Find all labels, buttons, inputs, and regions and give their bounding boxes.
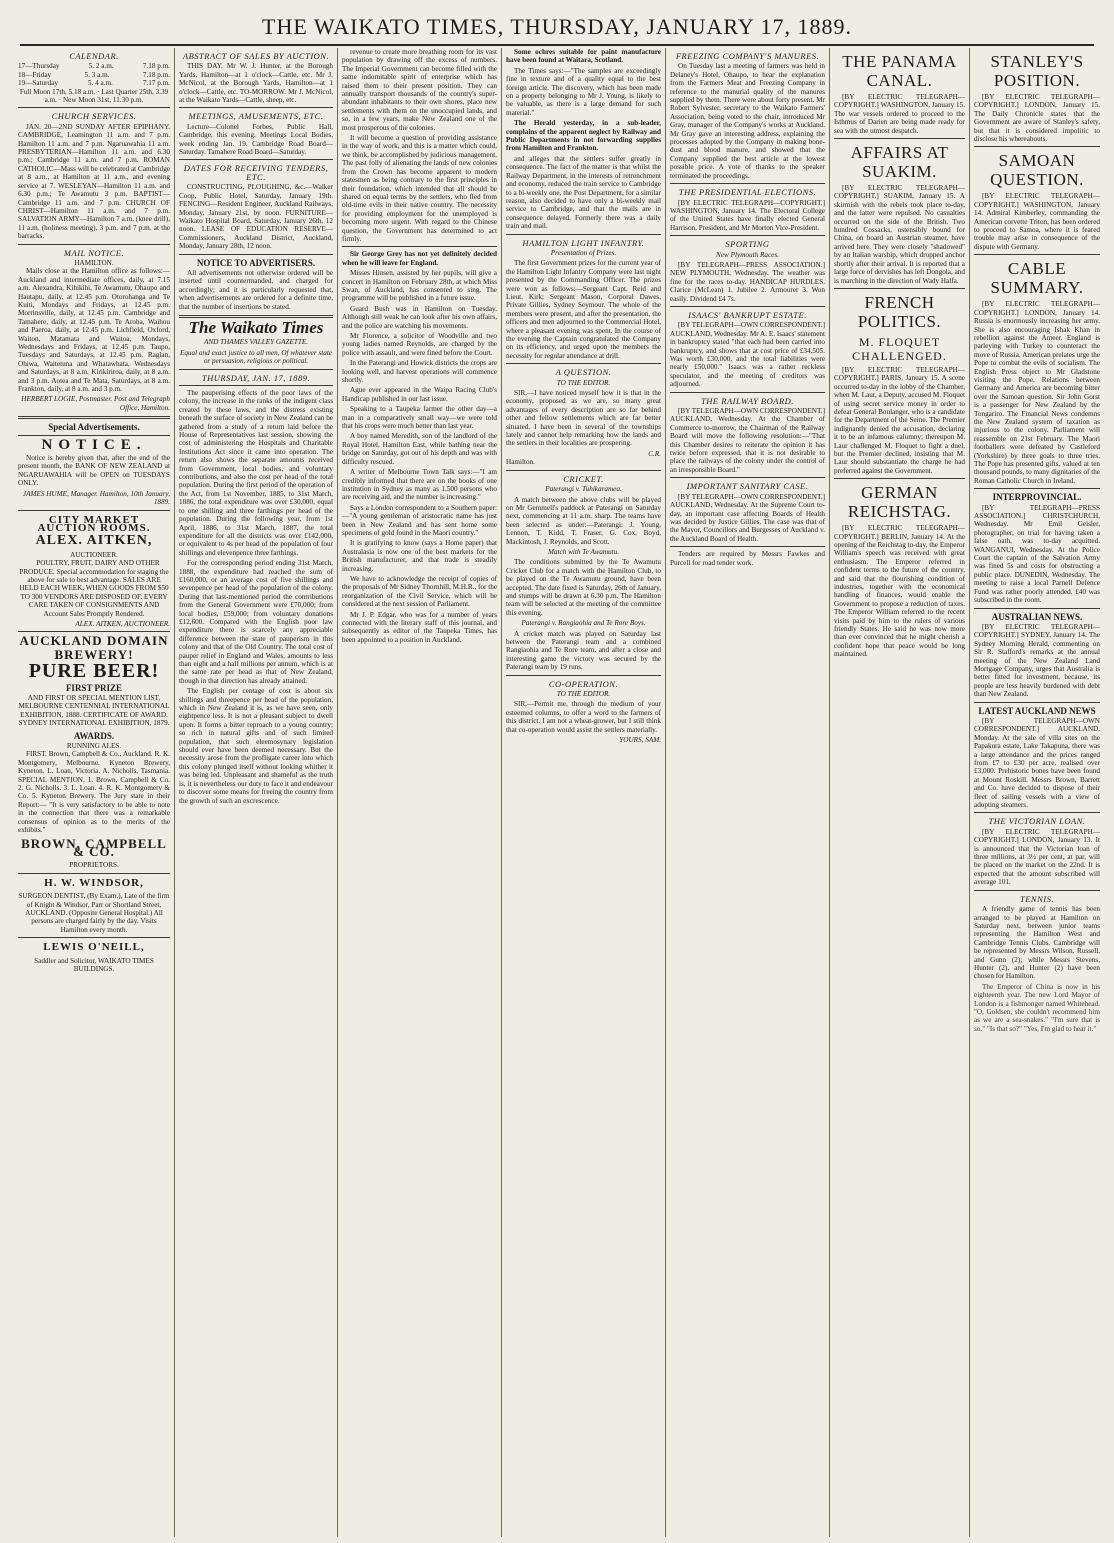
isaacs-text: [BY TELEGRAPH—OWN CORRESPONDENT.] AUCKLAND, Wednesday. Mr A. E. Isaacs' statement in bankruptcy stated "that each had been carried into bankruptcy, and shows that at cost price of £34,505. Was worth £30,000, and the total liabilities were nearly £50,000." Isaacs was a rather reckless speculator, and the meeting of creditors was adjourned. <box>670 321 826 389</box>
special-ads-heading: Special Advertisements. <box>48 422 140 433</box>
news-item: A writer of Melbourne Town Talk says:—"I am credibly informed that there are on the books of one institution in Sydney as many as 1,500 persons who are receiving aid, and the number is increasing." <box>342 468 497 502</box>
divider <box>834 138 965 139</box>
news-item: We have to acknowledge the receipt of copies of the proposals of Mr Sidney Thornhill, M.H.R., for the reorganization of the Civil Service, which will be considered at the next session of Parliament. <box>342 574 497 609</box>
calendar-sets: 7.18 p.m. <box>142 70 170 79</box>
light-infantry-heading: HAMILTON LIGHT INFANTRY. <box>522 237 645 248</box>
divider <box>18 873 170 874</box>
interprovincial-heading: INTERPROVINCIAL. <box>992 492 1082 503</box>
suakim-text: [BY ELECTRIC TELEGRAPH—COPYRIGHT.] SUAKIM, January 15. A skirmish with the rebels took place to-day, and the latter were repulsed. No casualties occurred on the side of the British. Two hundred Cossacks, ostensibly bound for China, on board an Austrian steamer, have arrived here. They were closely "shadowed" by an Italian warship, which dropped anchor shortly after their arrival. It is reported that a large force of dervishes has left Dongola, and is marching in the direction of Wady Halfa. <box>834 184 965 285</box>
cable-text: [BY ELECTRIC TELEGRAPH—COPYRIGHT.] LONDON, January 14. Russia is enormously increasing her army. She is also encouraging Ishak Khan in rebellion against the Ameer. England is parleying with Turkey to counteract the move of Russia. American prelates urge the Pope to combat the evils of socialism. The English Press object to Mr Gladstone visiting the Pope. Relations between Germany and America are becoming bitter over the Samoan question. Sir John Gorst is a passenger for New Zealand by the Tongariro. The Financial News condemns the New Zealand system of taxation as injurious to the colony. Parliament will reassemble on 21st February. The Maori footballers were defeated by Castleford (Yorkshire) by three goals to three tries. The Pope has presented gifts, valued at ten thousand pounds, to many dignitaries of the Roman Catholic Church in Ireland. <box>974 300 1100 485</box>
divider <box>179 159 333 160</box>
column-2 <box>174 48 337 1537</box>
divider <box>974 608 1100 609</box>
calendar-phases: Full Moon 17th, 5.18 a.m. · Last Quarter 25th, 3.39 a.m. · New Moon 31st, 11.30 p.m. <box>19 87 169 105</box>
mail-heading: MAIL NOTICE. <box>63 247 125 258</box>
prize-heading: FIRST PRIZE <box>65 682 123 693</box>
editorial-continuation: revenue to create more breathing room for its vast population by drawing off the excess of numbers. The Imperial Government can become filled with the same indomitable spirit of enterprise which has raised them to their present position. They can annually transport thousands of the country's super-abundant inhabitants to their own shores, place new settlements with them on the unoccupied lands, and so, in a few years, make New Zealand one of the most prosperous of the colonies. <box>342 48 497 132</box>
german-heading: GERMAN REICHSTAG. <box>847 483 952 522</box>
cricket-subheading: Match with Te Awamutu. <box>547 547 620 556</box>
letter-text: SIR,—I have noticed myself how it is that in the economy, proposed as we are, so many great advantages of every description are so far behind other and fellow settlements which are far better situated. I have been in several of the townships lately and cannot help remarking how the lands and the settlers in their localities are prospering. <box>506 389 661 448</box>
windsor-heading: H. W. WINDSOR, <box>44 876 144 889</box>
news-item-title: Some ochres suitable for paint manufacture have been found at Waitara, Scotland. <box>506 48 661 65</box>
calendar-sets: 7.18 p.m. <box>142 62 170 71</box>
meetings-heading: MEETINGS, AMUSEMENTS, ETC. <box>188 111 324 122</box>
news-item: A boy named Meredith, son of the landlord of the Royal Hotel, Hamilton East, while bathing near the bridge on Saturday, got out of his depth and was with difficulty rescued. <box>342 432 497 466</box>
editorial-continuation: It will become a question of providing assistance in the way of work, and this is a matter which could, we think, be accomplished by judicious management. The past folly of alienating the lands of new colonies from the Crown has become apparent to modern statesmen as being contrary to the first principles in their foundation, which intended that all should be shared on equal terms by the settlers, who fled from old-time evils in their native country. The necessity for providing employment for the unemployed is becoming more urgent. With regard to the Chinese question, the Government has determined to act firmly. <box>342 134 497 243</box>
misc-text: The Emperor of China is now in his eighteenth year. The new Lord Mayor of London is a fishmonger named Whitehead. "O, Goldsen, she couldn't recommend him as we are a sea-snakes." "I'm sure that is so." "Is that so?" "Yes, I'm glad to hear it." <box>974 982 1100 1033</box>
calendar-row <box>18 62 170 70</box>
news-item-title: The Herald yesterday, in a sub-leader, complains of the apparent neglect by Railway and Public Departments in not forwarding supplies from Hamilton and Frankton. <box>506 119 661 153</box>
cooperation-text: SIR,—Permit me, through the medium of your esteemed columns, to offer a word to the farmers of this district. I am not a wheat-grower, but I still think that co-operation would assist the settlers materially. <box>506 700 661 734</box>
calendar-table <box>18 62 170 87</box>
light-infantry-subheading: Presentation of Prizes. <box>550 248 617 257</box>
pure-beer-heading: PURE BEER! <box>28 660 160 683</box>
divider <box>670 235 825 236</box>
calendar-day: 17—Thursday <box>18 62 60 71</box>
divider <box>974 890 1100 891</box>
news-item: Guard Bush was in Hamilton on Tuesday. Although still weak he can look after his own affairs, and the police are watching his movements. <box>342 304 497 330</box>
australian-heading: AUSTRALIAN NEWS. <box>991 611 1083 622</box>
browns-heading: BROWN, CAMPBELL & CO. <box>21 835 167 859</box>
editorial-paragraph: For the corresponding period ending 31st March, 1888, the expenditure had reached the sum of £160,000, or an average cost of five shillings and sevenpence per head of the population of the colony. During that last-mentioned period the contributions from the General Government were £70,000; from local bodies, £59,000; from voluntary donations £12,600. Compared with the English poor law expenditure there is scarcely any appreciable difference between the state of pauperism in this colony and that of the Old Country. The total cost of pauper relief in England and Wales, amounts to less than eight and a half millions per annum, which is at the same rate per head as that of New Zealand, though in that direction has already attained. <box>179 559 333 685</box>
floquet-heading: M. FLOQUET CHALLENGED. <box>852 334 947 363</box>
cricket-subheading: Paterangi v. Tuhikaramea. <box>545 485 622 494</box>
notice-text: Notice is hereby given that, after the end of the present month, the BANK OF NEW ZEALAND at NGARUAWAHIA will be OPEN on TUESDAYS ONLY. <box>18 454 170 488</box>
tennis-heading: TENNIS. <box>1020 893 1054 904</box>
letter-place: Hamilton. <box>506 458 535 467</box>
tennis-text: A friendly game of tennis has been arranged to be played at Hamilton on Saturday next, between junior teams representing the Hamilton West and Cambridge Tennis Clubs. Cambridge will be represented by Messrs Wilson, Russell, and Gunn (2); while Messrs Stevens, Hunter (2), and Hunter (2) have been chosen for Hamilton. <box>974 905 1100 981</box>
railway-heading: THE RAILWAY BOARD. <box>701 395 794 406</box>
cricket-text: A cricket match was played on Saturday last between the Paterangi team and a combined Rangiaohia and Te Rore team, and after a close and interesting game the victory was secured by the Paterangi team by 19 runs. <box>506 629 661 672</box>
divider <box>670 306 825 307</box>
paper-nameplate: The Waikato Times <box>188 317 324 337</box>
latest-auckland-heading: LATEST AUCKLAND NEWS <box>978 705 1096 716</box>
masthead-title: THE WAIKATO TIMES, THURSDAY, JANUARY 17, 1889. <box>262 14 852 39</box>
cricket-subheading: Paterangi v. Rangiaohia and Te Rore Boys. <box>521 619 646 628</box>
abstract-heading: ABSTRACT OF SALES BY AUCTION. <box>182 51 330 61</box>
divider <box>179 254 333 255</box>
meetings-text: Lecture—Colonel Forbes, Public Hall, Cambridge, this evening. Meetings Local Bodies, week ending Jan. 19. Cambridge Road Board—Saturday. Tamahere Road Board—Saturday. <box>179 122 333 157</box>
domain-heading: AUCKLAND DOMAIN <box>19 633 169 649</box>
auction-text: POULTRY, FRUIT, DAIRY AND OTHER PRODUCE. Special accommodation for staging the above for sale to best advantage. SALES ARE HELD EACH WEEK, WHEN GOODS FROM $50 TO 300 VENDORS ARE DISPOSED OF. EVERY CARE TAKEN OF CONSIGNMENTS AND Account Sales Promptly Rendered. <box>19 559 169 618</box>
divider <box>670 546 825 547</box>
divider <box>179 107 333 108</box>
auctioneer-name: ALEX. AITKEN, <box>35 533 153 549</box>
news-item: Ague ever appeared in the Waipa Racing Club's Handicap published in our last issue. <box>342 386 497 403</box>
divider <box>18 107 170 108</box>
divider <box>974 254 1100 255</box>
samoan-heading: SAMOAN QUESTION. <box>990 151 1084 190</box>
divider <box>974 488 1100 489</box>
isaacs-heading: ISAACS' BANKRUPT ESTATE. <box>688 309 807 320</box>
letter-heading: A QUESTION. <box>555 367 612 378</box>
prize-text: AND FIRST OR SPECIAL MENTION LIST, MELBOURNE CENTENNIAL INTERNATIONAL EXHIBITION, 1888. CERTIFICATE OF AWARD. SYDNEY INTERNATIONAL EXHIBITION, 1879. <box>18 694 170 728</box>
panama-text: [BY ELECTRIC TELEGRAPH—COPYRIGHT.] WASHINGTON, January 15. The war vessels ordered to proceed to the Isthmus of Darien are being made ready for sea with the utmost despatch. <box>834 93 965 135</box>
divider <box>18 244 170 245</box>
news-item: The Times says:—"The samples are exceedingly fine in texture and of a quality equal to the best foreign article. The discovery, which has been made on a property belonging to Mr J. Young, is likely to be valuable, as there is a large demand for such material." <box>506 66 661 117</box>
stanley-text: [BY ELECTRIC TELEGRAPH—COPYRIGHT.] LONDON, January 15. The Daily Chronicle states that the Government are aware of Stanley's safety, but that it is considered impolitic to disclose his whereabouts. <box>974 93 1100 144</box>
news-item: Says a London correspondent to a Southern paper:—"A young gentleman of aristocratic name has just been in New Zealand and has sent home some specimens of gold found in the Maori country." <box>342 503 497 537</box>
column-4 <box>501 48 665 1537</box>
divider <box>834 288 965 289</box>
divider <box>670 183 825 184</box>
paper-subtitle: AND THAMES VALLEY GAZETTE. <box>203 338 309 347</box>
column-5 <box>665 48 829 1537</box>
auction-signature: ALEX. AITKEN, AUCTIONEER. <box>75 619 170 628</box>
calendar-rises: 5. 4 a.m. <box>87 79 113 88</box>
mail-place: HAMILTON. <box>74 258 114 267</box>
divider <box>974 146 1100 147</box>
french-heading: FRENCH POLITICS. <box>857 292 942 331</box>
stanley-heading: STANLEY'S POSITION. <box>990 52 1084 90</box>
news-item: Sir George Grey has not yet definitely decided when he will leave for England. <box>342 250 497 267</box>
freezing-heading: FREEZING COMPANY'S MANURES. <box>675 51 820 61</box>
letter-to-editor: TO THE EDITOR. <box>556 378 611 387</box>
sanitary-heading: IMPORTANT SANITARY CASE. <box>686 481 809 492</box>
samoan-text: [BY ELECTRIC TELEGRAPH—COPYRIGHT.] WASHINGTON, January 14. Admiral Kimberley, commanding the American corvette Triton, has been ordered to proceed to Samoa, where it is feared trouble may arise in consequence of the dispute with Germany. <box>974 192 1100 251</box>
divider <box>506 234 661 235</box>
divider <box>670 477 825 478</box>
editorial-paragraph: The English per centage of cost is about six shillings and threepence per head of the population, which in New Zealand it is, as we have seen, only eightpence less. It is not a pleasant subject to dwell upon. It forms a bitter reproach to a young country; so rich in natural gifts and of such limited population, that such eleemosynary legislation should ever have been deemed necessary. But the necessity arose from the profligate career into which this colony plunged itself without looking whither it was being led. Unpleasant and shameful as the truth is, it is nevertheless our duty to face it and endeavour to discover some means for freeing the country from the growth of such an excrescence. <box>179 687 333 805</box>
calendar-day: 18—Friday <box>18 70 52 79</box>
auction-rooms-heading: CITY MARKET AUCTION ROOMS. <box>37 513 151 534</box>
editorial-dateline: THURSDAY, JAN. 17, 1889. <box>201 372 311 383</box>
divider <box>342 246 497 247</box>
cable-heading: CABLE SUMMARY. <box>990 259 1084 298</box>
cooperation-signature: YOURS, SAM. <box>619 736 661 745</box>
tenders-dates-heading: DATES FOR RECEIVING TENDERS, ETC. <box>183 163 329 182</box>
cricket-text: A match between the above clubs will be played on Mr Gemmell's paddock at Paterangi on Saturday next, commencing at 11 a.m. sharp. The teams have been selected as under:—Paterangi: J. Young, Lennon, T. Kidd, T. Fraser, G. Cox, Boyd, Mackintosh, J. Reynolds, and Scott. <box>506 495 661 546</box>
awards-text: FIRST. Brown, Campbell & Co., Auckland. R. K. Montgomery, Melbourne. Kyneton Brewery, Kyneton. L. Loan, Victoria. A. Nicholls, Tasmania. SPECIAL MENTION. 1. Brown, Campbell & Co. 2. G. Nicholls. 3. L. Loan. 4. R. K. Montgomery & Co. 5. Kyneton Brewery. The Jury state in their Report:— "It is very satisfactory to be able to note in the connection that there was a remarkable consensus of opinion as to the merits of the exhibits." <box>18 750 170 835</box>
cricket-heading: CRICKET. <box>563 473 604 484</box>
column-3 <box>337 48 501 1537</box>
railway-text: [BY TELEGRAPH—OWN CORRESPONDENT.] AUCKLAND, Wednesday. At the Chamber of Commerce to-morrow, the Chairman of the Railway Board will move the following resolution:—"That this Chamber desires to reiterate the opinion it has twice before expressed, that it is not desirable to place the railways of the colony under the control of an irresponsible Board." <box>670 407 826 474</box>
oneill-heading: LEWIS O'NEILL, <box>43 941 145 954</box>
calendar-rises: 5. 2 a.m. <box>88 62 114 71</box>
sanitary-text: [BY TELEGRAPH—OWN CORRESPONDENT.] AUCKLAND, Wednesday. At the Supreme Court to-day, an important case affecting Boards of Health was decided by Justice Gillies. The case was that of the Mayor, Councillors and Burgesses of Auckland v. the Auckland Board of Health. <box>670 492 826 543</box>
calendar-day: 19—Saturday <box>18 79 58 88</box>
suakim-heading: AFFAIRS AT SUAKIM. <box>850 143 949 182</box>
news-item: It is gratifying to know (says a Home paper) that Australasia is now one of the best markets for the British manufacturer, and that trade is steadily increasing. <box>342 539 497 573</box>
tenders-text: Tenders are required by Messrs Fawkes and Purcell for road tender work. <box>670 550 825 567</box>
abstract-text: THIS DAY. Mr W. J. Hunter, at the Borough Yards, Hamilton—at 1 o'clock—Cattle, etc. Mr J. McNicol, at the Borough Yards, Hamilton—at 1 o'clock—Cattle, etc. TO-MORROW. Mr J. McNicol, at the Waikato Yards—Cattle, sheep, etc. <box>179 62 333 105</box>
divider <box>974 702 1100 703</box>
divider <box>18 510 170 511</box>
auctioneer-role: AUCTIONEER. <box>70 550 118 559</box>
notice-signature: JAMES HUME, Manager. Hamilton, 10th January, 1889. <box>22 489 170 507</box>
oneill-text: Saddler and Solicitor, WAIKATO TIMES BUILDINGS. <box>34 956 154 973</box>
divider <box>18 435 170 436</box>
news-item: Mr Florence, a solicitor of Woodville and two young ladies named Reynolds, are charged by the police with assault, and were fined before the Court. <box>342 332 497 357</box>
latest-auckland-text: [BY TELEGRAPH—OWN CORRESPONDENT.] AUCKLAND, Monday. At the sale of villa sites on the Papakura estate, Lake Takapuna, there was a large attendance and the prices ranged from £7 to £30 per acre, realised over £3,000. Prehistoric bones have been found at Mount Roskill. Messrs Brown, Barrett and Co. have decided to dispose of their fleet of sailing vessels with a view of adopting steamers. <box>974 716 1100 810</box>
divider <box>179 385 333 386</box>
calendar-row <box>18 79 170 87</box>
news-item: Mr J. P. Edgar, who was for a number of years connected with the literary staff of this journal, and subsequently as editor of the Taupeka Times, has been appointed to a position in Auckland. <box>342 610 497 644</box>
article-columns <box>14 48 1104 1537</box>
browns-role: PROPRIETORS. <box>69 861 119 870</box>
newspaper-masthead <box>20 14 1094 46</box>
victorian-loan-heading: THE VICTORIAN LOAN. <box>988 816 1086 827</box>
calendar-rises: 5. 3 a.m. <box>84 70 110 79</box>
divider <box>506 675 661 676</box>
notice-heading: NOTICE. <box>41 436 147 453</box>
tenders-dates-text: CONSTRUCTING, PLOUGHING, &c.—Walker Coop, Public Hotel, Saturday, January 19th. FENCING—Resident Engineer, Auckland Railways, Monday, January 21st, by noon. FURNITURE—Waikato Hospital Board, Saturday, January 26th, 12 noon. LEASE OF EDUCATION RESERVE—Commissioners, Auckland District, Auckland, Monday, January 28th, 12 noon. <box>179 183 333 251</box>
cooperation-to-editor: TO THE EDITOR. <box>556 690 611 699</box>
divider <box>18 631 170 632</box>
letter-signature: C.R. <box>648 449 661 458</box>
mail-signature: HERBERT LOGIE, Postmaster. Post and Telegraph Office, Hamilton. <box>21 395 170 412</box>
paper-motto: Equal and exact justice to all men, Of whatever state or persuasion, religious or political. <box>179 348 333 366</box>
column-1 <box>14 48 174 1537</box>
sporting-text: [BY TELEGRAPH—PRESS ASSOCIATION.] NEW PLYMOUTH, Wednesday. The weather was fine for the races to-day. HANDICAP HURDLES. Clarice (McLean) 1. Jubilee 2. Armourer 3. Won easily. Dividend £4 7s. <box>670 260 825 303</box>
news-item: and alleges that the settlers suffer greatly in consequence. The fact of the matter is that whilst the Railway Department, in the interests of retrenchment and economy, reduced the train service to Cambridge to a bi-weekly one, the Post Department, for a similar reason, also decided to have only a bi-weekly mail service to Cambridge, and that the mails are in consequence delayed. Formerly there was a daily train and mail. <box>506 154 661 231</box>
divider <box>18 937 170 938</box>
notice-advertisers-text: All advertisements not otherwise ordered will be inserted until countermanded, and charged for accordingly; and it is particularly requested that, when advertisements are ordered for a definite time, that the number of insertions be stated. <box>179 268 333 311</box>
running-ales-heading: RUNNING ALES. <box>66 742 122 751</box>
divider <box>179 369 333 370</box>
calendar-heading: CALENDAR. <box>69 51 119 61</box>
calendar-sets: 7.17 p.m. <box>142 79 170 88</box>
column-7 <box>969 48 1104 1537</box>
french-text: [BY ELECTRIC TELEGRAPH—COPYRIGHT.] PARIS, January 15. A scene occurred to-day in the lobby of the Chamber, when M. Laur, a Deputy, accused M. Floquet of using secret service money in order to defeat General Boulanger, who is a candidate for the Department of the Seine. The Premier indignantly denied the accusation, declaring it to be an infamous calumny; thereupon M. Laur challenged M. Floquet to fight a duel, but the Premier declined, insisting that M. Laur should substantiate the charge he had preferred against the Government. <box>834 365 965 475</box>
windsor-text: SURGEON DENTIST, (By Exam.), Late of the firm of Knight & Windsor, Parr or Shortland Street, AUCKLAND. (Opposite General Hospital.) All persons are charged fairly by the day. Visits Hamilton every month. <box>18 892 170 934</box>
editorial-paragraph: The pauperising effects of the poor laws of the colony, the increase in the ranks of the indigent class created by these laws, and the distress existing beneath the surface of society in New Zealand can be gathered from a study of a return laid before the House of Representatives last session, showing the cost of administering the Hospitals and Charitable Institutions Act since it came into operation. The return also shows the separate amounts received from Government, local bodies, and voluntary contributions, and also the cost per head of the total population. During the first period of the operation of the Act, from 1st November, 1885, to 31st March, 1886, the total expenditure was over £30,000, equal to one shilling and three farthings per head of the population. During the following year, from 1st April, 1886, to 31st March, 1887, the total expenditure for all the districts was over £142,000, or equivalent to 4s per head of the population of four shillings and elevenpence three farthings. <box>179 389 333 557</box>
australian-text: [BY ELECTRIC TELEGRAPH—COPYRIGHT.] SYDNEY, January 14. The Sydney Morning Herald, commenting on Sir R. Stafford's remarks at the annual meeting of the New Zealand Land Mortgage Company, urges that Australia is better fitted for investment, because, its people are less heavily burdened with debt than New Zealand. <box>974 622 1100 699</box>
german-text: [BY ELECTRIC TELEGRAPH—COPYRIGHT.] BERLIN, January 14. At the opening of the Reichstag to-day, the Emperor William's speech was received with great enthusiasm. The Emperor referred in confident terms to the future of the country, and said that the flourishing condition of industries, together with the economical handling of finances, would enable the Government to propose a reduction of taxes. The Emperor William referred to the recent visits paid by him to the rulers of various friendly States. He said he was now more than ever convinced that he might cherish a confident hope that peace would be long maintained. <box>834 524 965 659</box>
brewery-heading: BREWERY! <box>54 646 134 662</box>
victorian-loan-text: [BY ELECTRIC TELEGRAPH—COPYRIGHT.] LONDON, January 13. It is announced that the Victorian loan of three millions, at 3½ per cent, at par, will be placed on the market on the 22nd. It is expected that the amount subscribed will average 101. <box>974 827 1100 887</box>
cooperation-heading: CO-OPERATION. <box>548 678 619 689</box>
interprovincial-text: [BY TELEGRAPH—PRESS ASSOCIATION.] CHRISTCHURCH, Wednesday. Mr Emil Geisler, photographer, on trial for having taken a false oath, was to-day acquitted. WANGANUI, Wednesday. At the Police Court the captain of the Salvation Army was fined 5s and costs for obstructing a public place. DUNEDIN, Wednesday. The meeting to raise a local Parnell Defence Fund was rather poorly attended. £40 was subscribed in the room. <box>974 503 1100 605</box>
calendar-row <box>18 71 170 79</box>
awards-heading: AWARDS. <box>73 730 115 741</box>
light-infantry-text: The first Government prizes for the current year of the Hamilton Light Infantry Company were last night presented by the Commanding Officer. The prizes were won as follows:—Sergeant Capt. Reid and Lieut. Kirk; Sergeant Mason, Corporal Dawes, Private Gillies, Sydney Seymour. The whole of the members were present, and after the presentation, the officers and men adjourned to the Commercial Hotel, where a pleasant evening was spent. In the course of the evening the Captain congratulated the Company on its efficiency, and urged upon the members the necessity for regular attendance at drill. <box>506 259 661 360</box>
church-services-text: JAN. 20—2ND SUNDAY AFTER EPIPHANY. CAMBRIDGE, Leamington 11 a.m. and 7 p.m. Hamilton 11 a.m. and 7 p.m. Ngaruawahia 11 a.m. PRESBYTERIAN—Hamilton 11 a.m. and 6.30 p.m.; Cambridge 11 a.m. and 7 p.m. ROMAN CATHOLIC—Mass will be celebrated at Cambridge at 8 a.m., at Hamilton at 11 a.m., and evening service at 7. WESLEYAN—Hamilton 11 a.m. and 6.30 p.m.; Te Awamutu 3 p.m. BAPTIST—Cambridge 11 a.m. and 7 p.m. CHURCH OF CHRIST—Hamilton 11 a.m. and 7 p.m. SALVATION ARMY—Hamilton 7 a.m. (knee drill), 11 a.m. (holiness meeting), 3 p.m. and 7 p.m. at the barracks. <box>18 122 170 241</box>
sporting-heading: SPORTING <box>725 239 770 250</box>
divider <box>506 470 661 471</box>
church-heading: CHURCH SERVICES. <box>51 111 137 122</box>
divider <box>974 812 1100 813</box>
freezing-text: On Tuesday last a meeting of farmers was held in Delaney's Hotel, Ohaupo, to hear the explanation from the Farmers Meat and Freezing Company in reference to the manurial quality of the manures supplied by them. There were about forty present. Mr Robert Sylvester, secretary to the Waikato Farmers' Association, being voted to the chair, introduced Mr Gray, manager of the Company's works at Auckland. Mr Gray gave an interesting address, explaining the processes adopted by the Company in making bone-dust and blood manure, and showed that the Company supplied the best article at the lowest possible price. A vote of thanks to the speaker terminated the proceedings. <box>670 62 825 180</box>
news-item: In the Paterangi and Howick districts the crops are looking well, and harvest operations will commence shortly. <box>342 359 497 385</box>
news-item: Misses Hinsen, assisted by her pupils, will give a concert in Hamilton on February 28th, at which Miss Swan, of Auckland, has consented to sing. The programme will be published in a future issue. <box>342 269 497 303</box>
pres-text: [BY ELECTRIC TELEGRAPH—COPYRIGHT.] WASHINGTON, January 14. The Electoral College of the United States have finally elected General Harrison, President, and Mr Morton Vice-President. <box>670 198 825 232</box>
divider <box>834 478 965 479</box>
panama-heading: THE PANAMA CANAL. <box>842 52 957 90</box>
notice-advertisers-heading: NOTICE TO ADVERTISERS. <box>196 257 316 268</box>
column-6 <box>829 48 969 1537</box>
cricket-text: The conditions submitted by the Te Awamutu Cricket Club for a match with the Hamilton Club, to be played on the Te Awamutu ground, have been accepted. The date fixed is Saturday, 26th of January, and stumps will be drawn at 6.30 p.m. The Hamilton team will be selected at the meeting of the committee this evening. <box>506 558 661 617</box>
news-item: Speaking to a Taupeka farmer the other day—a man in a comparatively small way—we were told that his crops were much better than last year. <box>342 405 497 431</box>
sporting-subheading: New Plymouth Races. <box>716 250 779 259</box>
divider <box>506 363 661 364</box>
mail-text: Mails close at the Hamilton office as follows:— Auckland and intermediate offices, daily, at 7.15 a.m. Alexandra, Kihikihi, Te Awamutu, Ohaupo and Hautapu, daily, at 12.45 p.m. Otorohanga and Te Kuiti, Mondays and Fridays, at 12.45 p.m. Morrinsville, daily, at 12.45 p.m. Cambridge and Tamahere, daily, at 12.45 p.m. Te Aroha, Waihou and Paeroa, daily, at 12.45 p.m. Lichfield, Oxford, Waiton, Matamata and Waitoa, Mondays, Wednesdays and Fridays, at 12.45 p.m. Taupo, Tuesdays and Saturdays, at 12.45 p.m. Raglan, Ohiwa, Waitetuna and Whatawhata, Wednesdays and Saturdays, at 8 a.m. Kirikiriroa, daily, at 8 a.m. and 3 p.m. Aotea and Te Mata, Saturdays, at 8 a.m. Frankton, daily, at 8 a.m. and 3 p.m. <box>18 267 170 394</box>
pres-heading: THE PRESIDENTIAL ELECTIONS. <box>678 187 817 198</box>
divider <box>670 392 825 393</box>
divider <box>18 416 170 419</box>
